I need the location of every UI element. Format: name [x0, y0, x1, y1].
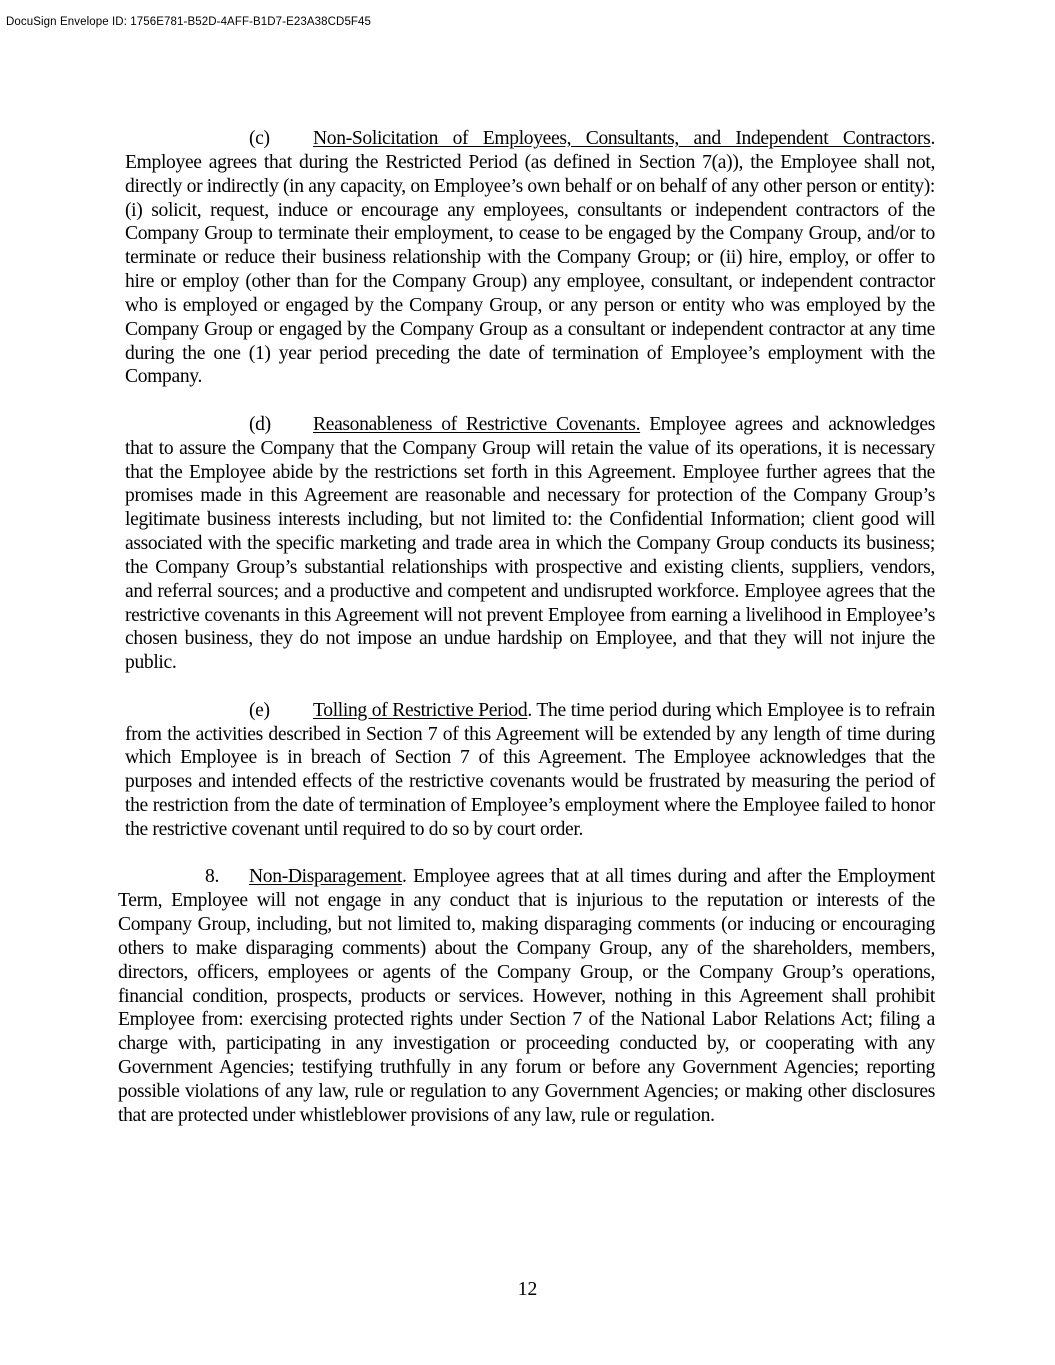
heading-punctuation: .: [930, 128, 935, 149]
heading-punctuation: .: [401, 866, 407, 888]
section-body: Employee agrees that during the Restricted Period (as defined in Section 7(a)), the Employee shall not, directly or indirectly (in any capacity, on Employee’s own behalf or on behalf of any other person or entity): (i) solicit, request, induce or encourage any employees, consultants or independent contractors of the Company Group to terminate their employment, to cease to be engaged by the Company Group, and/or to terminate or reduce their business relationship with the Company Group; or (ii) hire, employ, or offer to hire or employ (other than for the Company Group) any employee, consultant, or independent contractor who is employed or engaged by the Company Group, or any person or entity who was employed by the Company Group or engaged by the Company Group as a consultant or independent contractor at any time during the one (1) year period preceding the date of termination of Employee’s employment with the Company.: [125, 151, 935, 388]
section-7c: [125, 127, 935, 389]
section-label: (c): [249, 128, 270, 149]
section-7e: [125, 699, 935, 842]
section-heading: Reasonableness of Restrictive Covenants.: [313, 413, 641, 435]
section-7d: [125, 413, 935, 675]
section-label: (d): [249, 413, 271, 435]
heading-punctuation: .: [527, 699, 532, 721]
page-number: 12: [517, 1279, 538, 1300]
section-label: (e): [249, 699, 270, 721]
document-body: [118, 127, 935, 1128]
section-number: 8.: [205, 866, 219, 888]
section-body: Employee agrees and acknowledges that to assure the Company that the Company Group will retain the value of its operations, it is necessary that the Employee abide by the restrictions set forth in this Agreement. Employee further agrees that the promises made in this Agreement are reasonable and necessary for protection of the Company Group’s legitimate business interests including, but not limited to: the Confidential Information; client good will associated with the specific marketing and trade area in which the Company Group conducts its business; the Company Group’s substantial relationships with prospective and existing clients, suppliers, vendors, and referral sources; and a productive and competent and undisrupted workforce. Employee agrees that the restrictive covenants in this Agreement will not prevent Employee from earning a livelihood in Employee’s chosen business, they do not impose an undue hardship on Employee, and that they will not injure the public.: [125, 413, 935, 674]
section-heading: Non-Solicitation of Employees, Consultants, and Independent Contractors: [313, 128, 931, 149]
section-body: Employee agrees that at all times during and after the Employment Term, Employee will not engage in any conduct that is injurious to the reputation or interests of the Company Group, including, but not limited to, making disparaging comments (or inducing or encouraging others to make disparaging comments) about the Company Group, any of the shareholders, members, directors, officers, employees or agents of the Company Group, or the Company Group’s operations, financial condition, prospects, products or services. However, nothing in this Agreement shall prohibit Employee from: exercising protected rights under Section 7 of the National Labor Relations Act; filing a charge with, participating in any investigation or proceeding conducted by, or cooperating with any Government Agencies; testifying truthfully in any forum or before any Government Agencies; reporting possible violations of any law, rule or regulation to any Government Agencies; or making other disclosures that are protected under whistleblower provisions of any law, rule or regulation.: [118, 866, 935, 1126]
section-heading: Non-Disparagement: [249, 866, 402, 888]
section-heading: Tolling of Restrictive Period: [313, 699, 528, 721]
docusign-envelope-id: DocuSign Envelope ID: 1756E781-B52D-4AFF-B1D7-E23A38CD5F45: [6, 16, 372, 28]
section-8: [118, 865, 935, 1127]
section-body: The time period during which Employee is to refrain from the activities described in Section 7 of this Agreement will be extended by any length of time during which Employee is in breach of Section 7 of this Agreement. The Employee acknowledges that the purposes and intended effects of the restrictive covenants would be frustrated by measuring the period of the restriction from the date of termination of Employee’s employment where the Employee failed to honor the restrictive covenant until required to do so by court order.: [125, 699, 935, 840]
